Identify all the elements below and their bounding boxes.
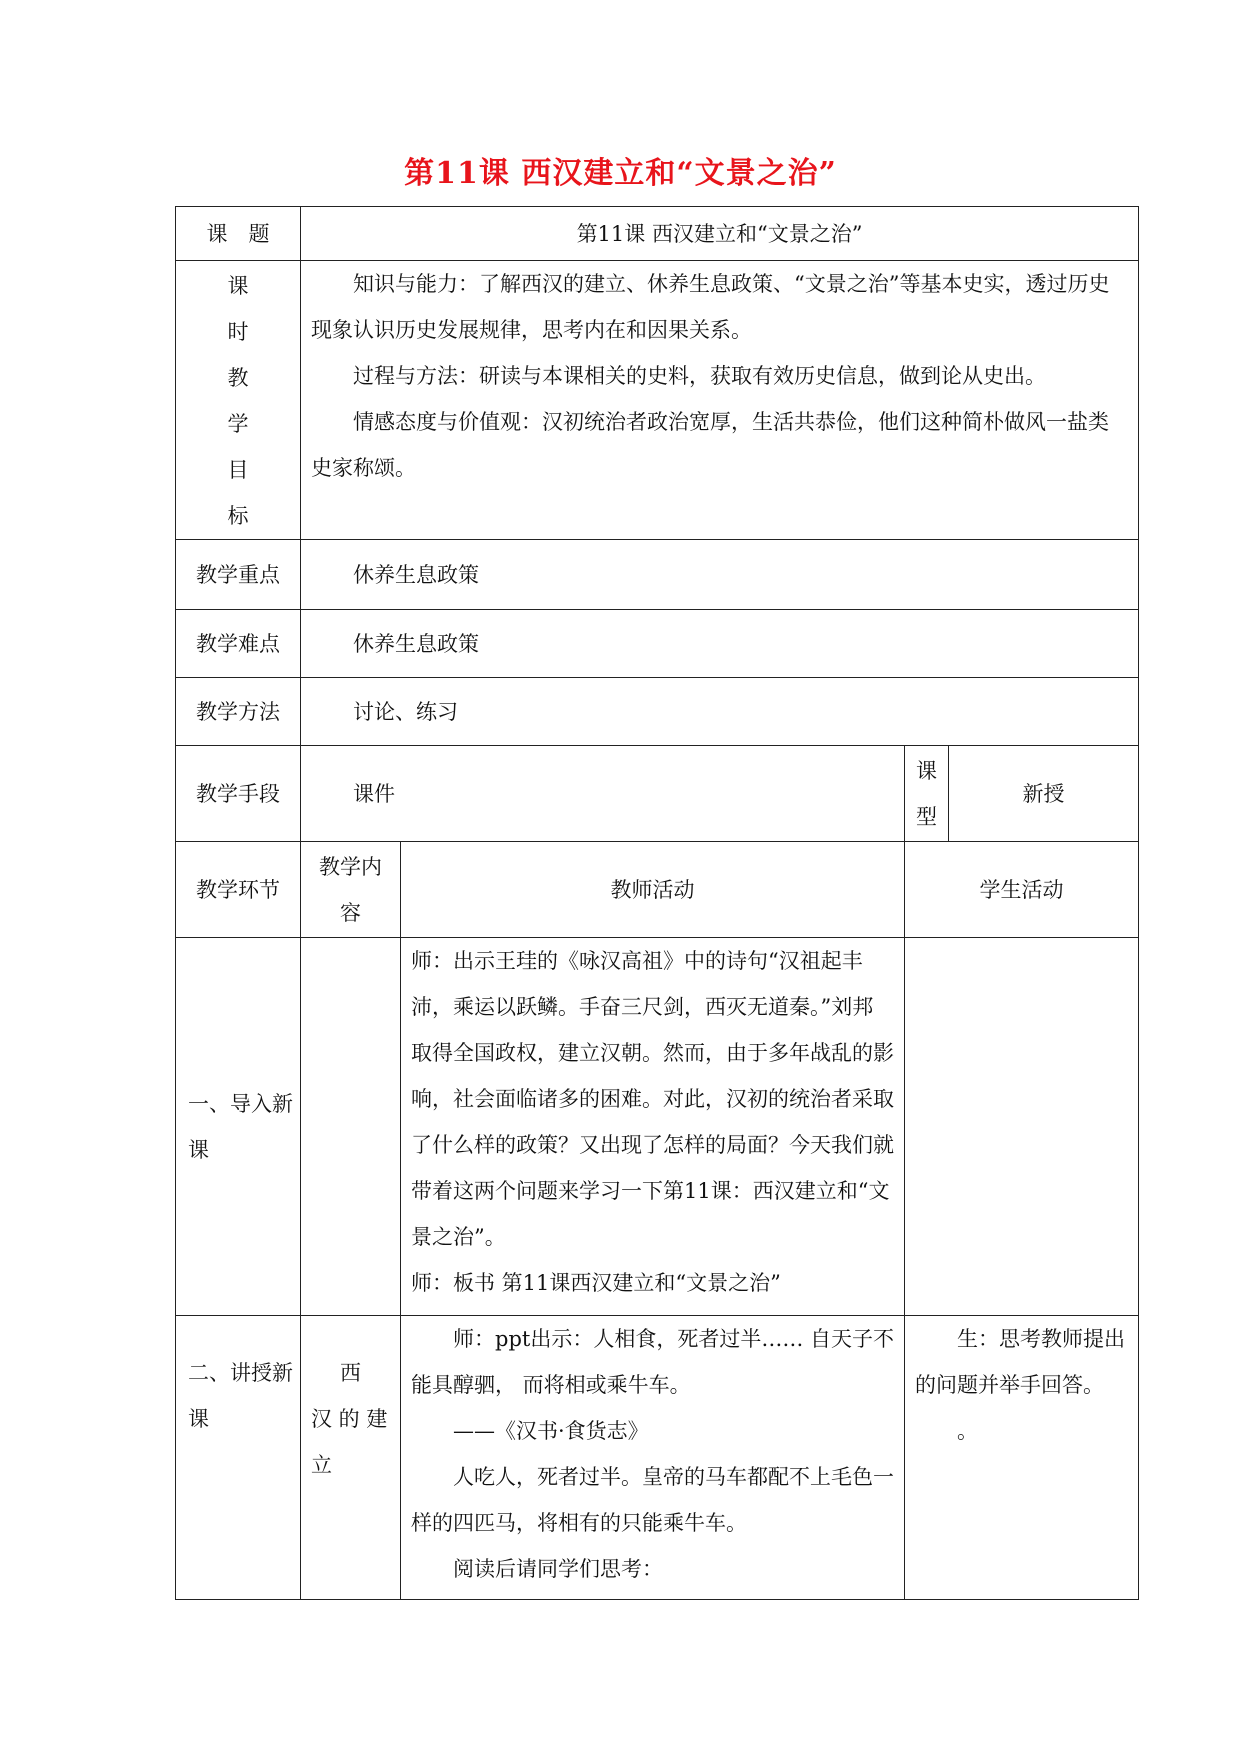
objectives-row <box>176 261 1139 540</box>
lecture-content: 西 汉 的 建 立 <box>301 1316 401 1600</box>
key-point-label: 教学重点 <box>176 540 301 610</box>
intro-content <box>301 938 401 1316</box>
lecture-stage: 二、讲授新 课 <box>176 1316 301 1600</box>
method-value: 讨论、练习 <box>301 678 1139 746</box>
topic-value: 第11课 西汉建立和“文景之治” <box>301 207 1139 261</box>
stage-header: 教学环节 <box>176 842 301 938</box>
means-value: 课件 <box>301 746 905 842</box>
lesson-type-label: 课 型 <box>905 746 949 842</box>
lecture-teacher-activity: 师：ppt出示：人相食，死者过半…… 自天子不能具醇驷， 而将相或乘牛车。 ——《汉书·食货志》 人吃人，死者过半。皇帝的马车都配不上毛色一样的四匹马，将相有的只能乘牛车。 阅读后请同学们思考： <box>401 1316 905 1600</box>
difficulty-row <box>176 610 1139 678</box>
objectives-content <box>301 261 1139 540</box>
difficulty-label: 教学难点 <box>176 610 301 678</box>
difficulty-value: 休养生息政策 <box>301 610 1139 678</box>
key-point-value: 休养生息政策 <box>301 540 1139 610</box>
document-title: 第11课 西汉建立和“文景之治” <box>404 156 837 191</box>
objectives-label: 课 时 教 学 目 标 <box>176 261 301 540</box>
key-point-row <box>176 540 1139 610</box>
intro-row <box>176 938 1139 1316</box>
objective-knowledge: 知识与能力：了解西汉的建立、休养生息政策、“文景之治”等基本史实，透过历史现象认识历史发展规律，思考内在和因果关系。 <box>311 272 1110 342</box>
stage-header-row <box>176 842 1139 938</box>
intro-student-activity <box>905 938 1139 1316</box>
content-header: 教学内 容 <box>301 842 401 938</box>
intro-stage: 一、导入新 课 <box>176 938 301 1316</box>
lecture-row <box>176 1316 1139 1600</box>
method-label: 教学方法 <box>176 678 301 746</box>
topic-label: 课 题 <box>176 207 301 261</box>
means-row <box>176 746 1139 842</box>
teacher-activity-header: 教师活动 <box>401 842 905 938</box>
lecture-student-activity: 生：思考教师提出的问题并举手回答。 。 <box>905 1316 1139 1600</box>
objective-process: 过程与方法：研读与本课相关的史料，获取有效历史信息，做到论从史出。 <box>353 364 1046 388</box>
intro-teacher-activity: 师：出示王珪的《咏汉高祖》中的诗句“汉祖起丰沛，乘运以跃鳞。手奋三尺剑，西灭无道秦。”刘邦取得全国政权，建立汉朝。然而，由于多年战乱的影响，社会面临诸多的困难。对此，汉初的统治者采取了什么样的政策？又出现了怎样的局面？今天我们就带着这两个问题来学习一下第11课：西汉建立和“文景之治”。 师：板书 第11课西汉建立和“文景之治” <box>401 938 905 1316</box>
topic-row <box>176 207 1139 261</box>
objective-emotion: 情感态度与价值观：汉初统治者政治宽厚，生活共恭俭，他们这种简朴做风一盐类史家称颂。 <box>311 410 1109 480</box>
student-activity-header: 学生活动 <box>905 842 1139 938</box>
lesson-plan-table <box>175 206 1139 1600</box>
means-label: 教学手段 <box>176 746 301 842</box>
method-row <box>176 678 1139 746</box>
lesson-type-value: 新授 <box>949 746 1139 842</box>
